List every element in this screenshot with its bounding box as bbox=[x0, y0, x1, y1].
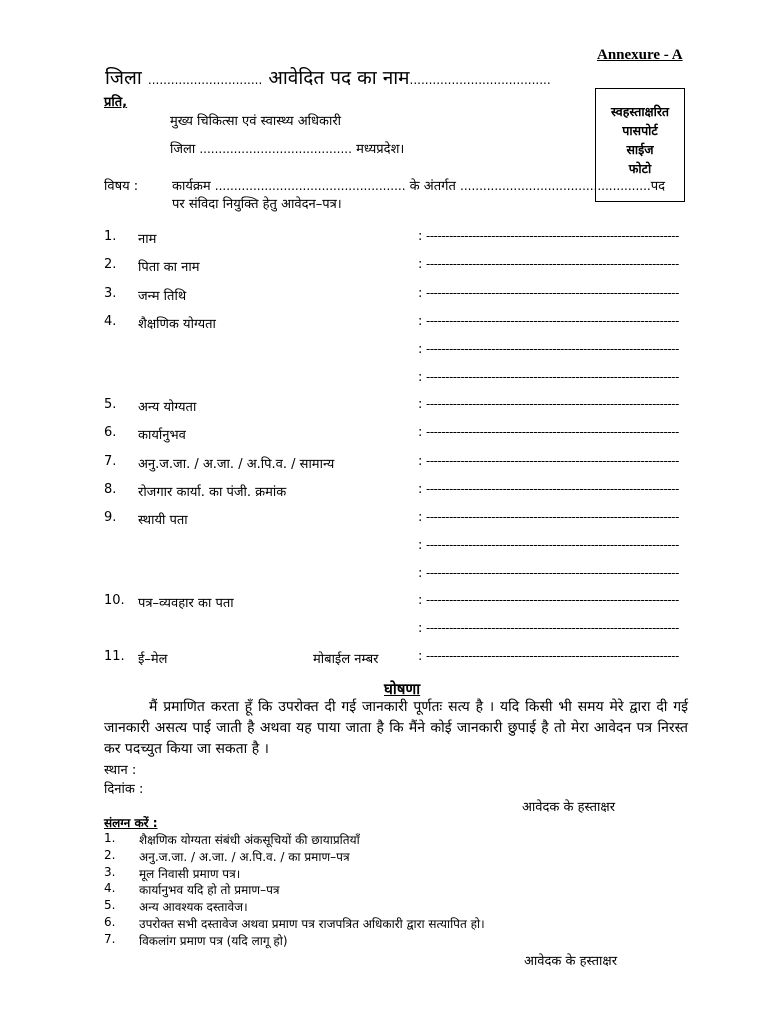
field-entry-line[interactable]: ------------------------------------------------------------------ bbox=[426, 482, 679, 496]
attachment-number: 1. bbox=[104, 831, 116, 845]
attachments-heading: संलग्न करें : bbox=[104, 816, 158, 830]
field-colon: : bbox=[418, 397, 423, 412]
district-blank: .............................. bbox=[147, 73, 263, 87]
subject-post: पद bbox=[650, 179, 666, 194]
addressee-district-blank: ........................................ bbox=[199, 142, 352, 156]
subject-label: विषय : bbox=[104, 179, 139, 194]
field-entry-line[interactable]: ------------------------------------------------------------------ bbox=[426, 621, 679, 635]
attachment-item: अन्य आवश्यक दस्तावेज। bbox=[139, 900, 248, 914]
field-label: जन्म तिथि bbox=[138, 289, 187, 304]
attachment-item: मूल निवासी प्रमाण पत्र। bbox=[139, 867, 241, 881]
field-number: 8. bbox=[104, 482, 117, 497]
field-colon: : bbox=[418, 314, 423, 329]
subject-programme: कार्यक्रम bbox=[172, 179, 211, 194]
field-number: 4. bbox=[104, 314, 117, 329]
field-entry-line[interactable]: ------------------------------------------------------------------ bbox=[426, 593, 679, 607]
field-colon: : bbox=[418, 370, 423, 385]
subject-line1 bbox=[172, 176, 665, 194]
field-label: नाम bbox=[138, 232, 157, 247]
field-label: पिता का नाम bbox=[138, 260, 200, 275]
mobile-label: मोबाईल नम्बर bbox=[313, 652, 379, 667]
attachment-number: 2. bbox=[104, 848, 116, 862]
attachment-item: उपरोक्त सभी दस्तावेज अथवा प्रमाण पत्र राजपत्रित अधिकारी द्वारा सत्यापित हो। bbox=[139, 917, 485, 931]
subject-line2: पर संविदा नियुक्ति हेतु आवेदन–पत्र। bbox=[172, 197, 342, 212]
place-label: स्थान : bbox=[104, 763, 137, 778]
field-entry-line[interactable]: ------------------------------------------------------------------ bbox=[426, 229, 679, 243]
field-entry-line[interactable]: ------------------------------------------------------------------ bbox=[426, 397, 679, 411]
photo-box-line: फोटो bbox=[628, 161, 652, 176]
field-colon: : bbox=[418, 510, 423, 525]
field-number: 1. bbox=[104, 229, 117, 244]
subject-under: के अंतर्गत bbox=[409, 179, 456, 194]
addressee-line1: मुख्य चिकित्सा एवं स्वास्थ्य अधिकारी bbox=[170, 114, 342, 129]
post-name-label: आवेदित पद का नाम bbox=[268, 67, 410, 89]
field-label: स्थायी पता bbox=[138, 513, 188, 528]
field-label: कार्यानुभव bbox=[138, 428, 186, 443]
field-entry-line[interactable]: ------------------------------------------------------------------ bbox=[426, 425, 679, 439]
attachment-number: 7. bbox=[104, 932, 116, 946]
annexure-label: Annexure - A bbox=[597, 47, 683, 63]
attachment-number: 5. bbox=[104, 898, 116, 912]
field-label: रोजगार कार्या. का पंजी. क्रमांक bbox=[138, 485, 287, 500]
field-entry-line[interactable]: ------------------------------------------------------------------ bbox=[426, 342, 679, 356]
field-label: अन्य योग्यता bbox=[138, 400, 197, 415]
district-label: जिला bbox=[105, 67, 142, 89]
attachment-item: शैक्षणिक योग्यता संबंधी अंकसूचियों की छायाप्रतियाँ bbox=[139, 833, 360, 847]
field-number: 2. bbox=[104, 257, 117, 272]
header-line bbox=[105, 64, 551, 90]
applicant-signature-label: आवेदक के हस्ताक्षर bbox=[524, 954, 618, 969]
field-colon: : bbox=[418, 454, 423, 469]
field-label: शैक्षणिक योग्यता bbox=[138, 317, 216, 332]
field-colon: : bbox=[418, 482, 423, 497]
field-entry-line[interactable]: ------------------------------------------------------------------ bbox=[426, 566, 679, 580]
declaration-text: मैं प्रमाणित करता हूँ कि उपरोक्त दी गई जानकारी पूर्णतः सत्य है । यदि किसी भी समय मेरे द्वारा दी गई जानकारी असत्य पाई जाती है अथवा यह पाया जाता है कि मैंने कोई जानकारी छुपाई है तो मेरा आवेदन पत्र निरस्त कर पदच्युत किया जा सकता है । bbox=[104, 699, 688, 757]
subject-post-blank: .................................................. bbox=[460, 179, 651, 193]
field-number: 11. bbox=[104, 649, 125, 664]
field-entry-line[interactable]: ------------------------------------------------------------------ bbox=[426, 538, 679, 552]
attachment-item: विकलांग प्रमाण पत्र (यदि लागू हो) bbox=[139, 934, 288, 948]
field-colon: : bbox=[418, 538, 423, 553]
field-entry-line[interactable]: ------------------------------------------------------------------ bbox=[426, 286, 679, 300]
attachment-number: 4. bbox=[104, 881, 116, 895]
field-entry-line[interactable]: ------------------------------------------------------------------ bbox=[426, 510, 679, 524]
field-number: 10. bbox=[104, 593, 125, 608]
field-label: पत्र–व्यवहार का पता bbox=[138, 596, 234, 611]
field-colon: : bbox=[418, 649, 423, 664]
field-number: 7. bbox=[104, 454, 117, 469]
field-label: अनु.ज.जा. / अ.जा. / अ.पि.व. / सामान्य bbox=[138, 457, 335, 472]
photo-box-line: पासपोर्ट bbox=[622, 123, 658, 138]
attachment-number: 3. bbox=[104, 865, 116, 879]
field-entry-line[interactable]: ------------------------------------------------------------------ bbox=[426, 454, 679, 468]
addressee-line2 bbox=[170, 139, 404, 157]
post-name-blank: ..................................... bbox=[409, 73, 551, 87]
field-number: 6. bbox=[104, 425, 117, 440]
field-number: 9. bbox=[104, 510, 117, 525]
field-label: ई–मेल bbox=[138, 652, 168, 667]
attachment-item: कार्यानुभव यदि हो तो प्रमाण–पत्र bbox=[139, 883, 280, 897]
field-colon: : bbox=[418, 342, 423, 357]
date-label: दिनांक : bbox=[104, 782, 144, 797]
applicant-signature-label: आवेदक के हस्ताक्षर bbox=[522, 800, 616, 815]
attachment-item: अनु.ज.जा. / अ.जा. / अ.पि.व. / का प्रमाण–पत्र bbox=[139, 850, 350, 864]
field-colon: : bbox=[418, 286, 423, 301]
subject-programme-blank: .................................................. bbox=[214, 179, 406, 193]
field-entry-line[interactable]: ------------------------------------------------------------------ bbox=[426, 649, 679, 663]
attachment-number: 6. bbox=[104, 915, 116, 929]
field-colon: : bbox=[418, 229, 423, 244]
field-entry-line[interactable]: ------------------------------------------------------------------ bbox=[426, 314, 679, 328]
field-colon: : bbox=[418, 257, 423, 272]
field-colon: : bbox=[418, 566, 423, 581]
to-label: प्रति, bbox=[104, 95, 128, 110]
addressee-district: जिला bbox=[170, 142, 196, 157]
field-number: 3. bbox=[104, 286, 117, 301]
photo-box-line: साईज bbox=[626, 142, 654, 157]
field-number: 5. bbox=[104, 397, 117, 412]
declaration-heading: घोषणा bbox=[384, 680, 421, 698]
field-colon: : bbox=[418, 425, 423, 440]
photo-box-line: स्वहस्ताक्षरित bbox=[610, 104, 670, 119]
field-entry-line[interactable]: ------------------------------------------------------------------ bbox=[426, 370, 679, 384]
field-colon: : bbox=[418, 621, 423, 636]
addressee-state: मध्यप्रदेश। bbox=[356, 142, 405, 157]
field-colon: : bbox=[418, 593, 423, 608]
field-entry-line[interactable]: ------------------------------------------------------------------ bbox=[426, 257, 679, 271]
